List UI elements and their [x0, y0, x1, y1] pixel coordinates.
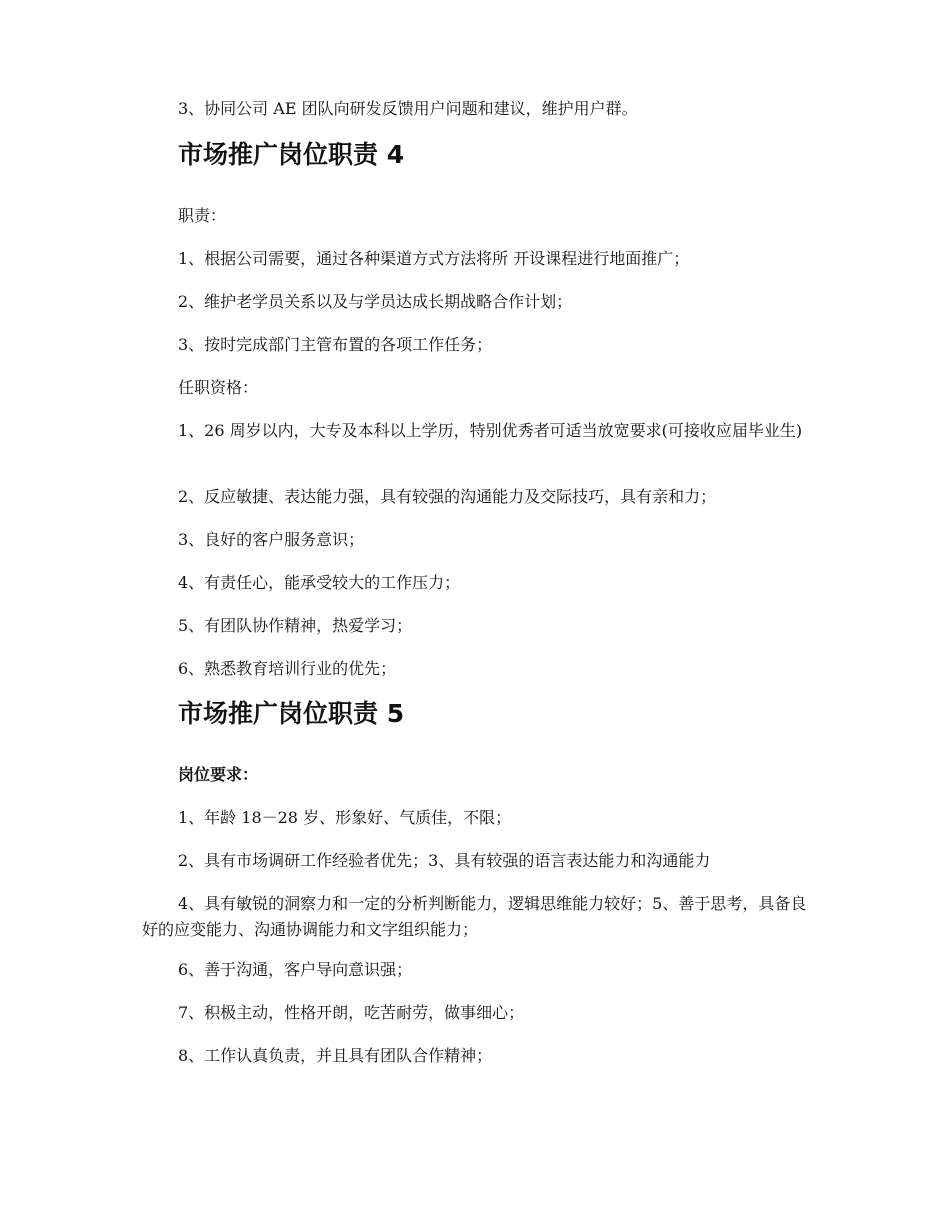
section-5-requirement-item: 7、积极主动，性格开朗，吃苦耐劳，做事细心；	[178, 1003, 525, 1022]
section-5-heading: 市场推广岗位职责 5	[178, 699, 405, 728]
section-4-qualification-item: 1、26 周岁以内，大专及本科以上学历，特别优秀者可适当放宽要求(可接收应届毕业生)	[178, 421, 803, 440]
section-5-requirement-item: 2、具有市场调研工作经验者优先；3、具有较强的语言表达能力和沟通能力	[178, 851, 711, 870]
section-5-requirement-item: 4、具有敏锐的洞察力和一定的分析判断能力，逻辑思维能力较好；5、善于思考，具备良好的应变能力、沟通协调能力和文字组织能力；	[142, 894, 807, 939]
section-5-requirement-item: 6、善于沟通，客户导向意识强；	[178, 960, 413, 979]
section-4-qualification-item: 2、反应敏捷、表达能力强，具有较强的沟通能力及交际技巧，具有亲和力；	[178, 487, 717, 506]
section-4-heading: 市场推广岗位职责 4	[178, 140, 405, 169]
section-4-qualification-item: 3、良好的客户服务意识；	[178, 530, 365, 549]
paragraph-top-item: 3、协同公司 AE 团队向研发反馈用户问题和建议，维护用户群。	[178, 99, 638, 118]
section-4-duties-label: 职责：	[178, 206, 227, 225]
section-5-requirement-item: 8、工作认真负责，并且具有团队合作精神；	[178, 1046, 493, 1065]
section-4-qualification-item: 5、有团队协作精神，热爱学习；	[178, 616, 413, 635]
section-5-requirements-label: 岗位要求：	[178, 765, 259, 784]
section-4-qualifications-label: 任职资格：	[178, 378, 259, 397]
section-4-qualification-item: 6、熟悉教育培训行业的优先；	[178, 659, 397, 678]
section-4-duty-item: 1、根据公司需要，通过各种渠道方式方法将所 开设课程进行地面推广；	[178, 249, 690, 268]
section-4-qualification-item: 4、有责任心，能承受较大的工作压力；	[178, 573, 461, 592]
section-4-duty-item: 3、按时完成部门主管布置的各项工作任务；	[178, 335, 493, 354]
section-5-requirement-item: 1、年龄 18－28 岁、形象好、气质佳，不限；	[178, 808, 512, 827]
section-4-duty-item: 2、维护老学员关系以及与学员达成长期战略合作计划；	[178, 292, 573, 311]
